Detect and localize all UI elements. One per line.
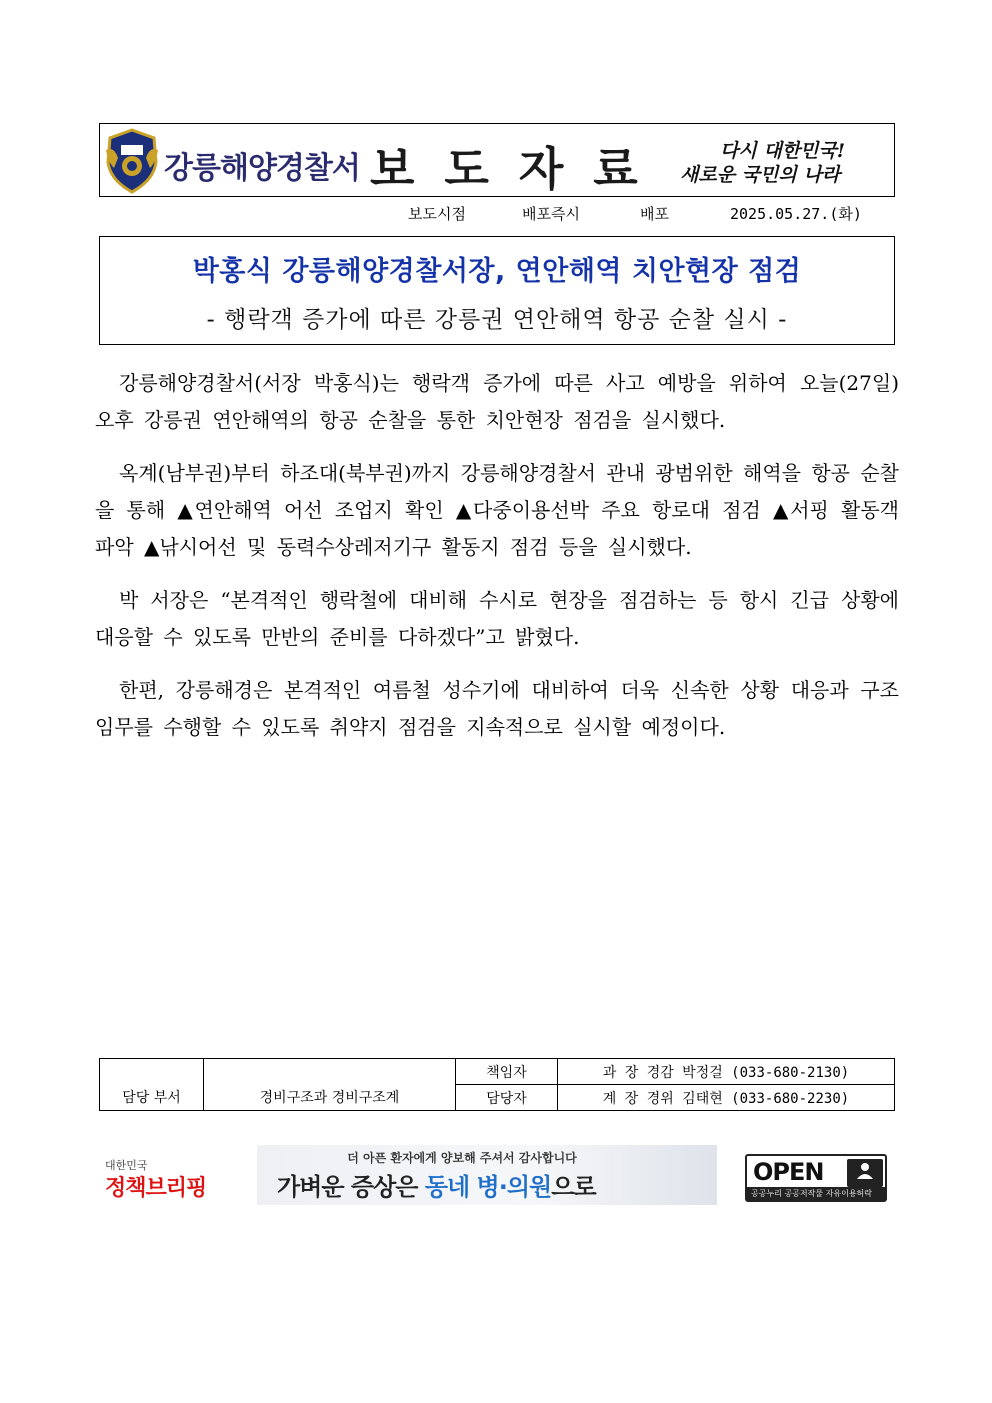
- distribution-label: 배포: [640, 205, 669, 223]
- banner-main-highlight: 동네 병·의원: [424, 1173, 552, 1201]
- contact-person: 계 장 경위 김태현 (033-680-2230): [558, 1085, 895, 1111]
- contact-table: [99, 1058, 895, 1111]
- headline-subtitle: - 행락객 증가에 따른 강릉권 연안해역 항공 순찰 실시 -: [206, 307, 788, 333]
- banner-main-post: 으로: [551, 1173, 596, 1201]
- banner-main-pre: 가벼운 증상은: [277, 1173, 425, 1201]
- contact-role: 담당자: [456, 1085, 558, 1111]
- footer: [99, 1143, 895, 1207]
- kogl-open-badge[interactable]: [745, 1154, 887, 1202]
- open-text: OPEN: [753, 1158, 824, 1186]
- brief-logo-text: 정책브리핑: [105, 1176, 207, 1201]
- campaign-banner[interactable]: [257, 1145, 717, 1205]
- slogan-line-1: 다시 대한민국!: [720, 140, 846, 162]
- banner-top-text: 더 아픈 환자에게 양보해 주셔서 감사합니다: [347, 1151, 577, 1165]
- contact-person: 과 장 경감 박정걸 (033-680-2130): [558, 1059, 895, 1085]
- banner-main-text: [277, 1167, 596, 1202]
- release-label: 보도시점: [408, 205, 466, 223]
- release-date: 2025.05.27.(화): [730, 205, 862, 223]
- attribution-icon: [847, 1159, 883, 1187]
- slogan-line-2: 새로운 국민의 나라: [680, 164, 841, 186]
- body-paragraph: 강릉해양경찰서(서장 박홍식)는 행락객 증가에 따른 사고 예방을 위하여 오늘(27일) 오후 강릉권 연안해역의 항공 순찰을 통한 치안현장 점검을 실시했다.: [95, 371, 899, 432]
- open-subtitle: 공공누리 공공저작물 자유이용허락: [747, 1187, 885, 1200]
- headline-title: 박홍식 강릉해양경찰서장, 연안해역 치안현장 점검: [192, 256, 802, 287]
- article-body: [95, 365, 899, 762]
- press-header: [99, 123, 895, 197]
- dept-label: 담당 부서: [100, 1059, 204, 1111]
- doc-type-title: 보도자료: [370, 142, 668, 196]
- org-name: 강릉해양경찰서: [164, 151, 360, 186]
- dept-name: 경비구조과 경비구조계: [204, 1059, 456, 1111]
- policy-briefing-logo[interactable]: [105, 1157, 225, 1205]
- body-paragraph: 한편, 강릉해경은 본격적인 여름철 성수기에 대비하여 더욱 신속한 상황 대응과 구조임무를 수행할 수 있도록 취약지 점검을 지속적으로 실시할 예정이다.: [95, 678, 899, 739]
- slogan: [680, 134, 890, 188]
- headline-box: [99, 236, 895, 345]
- table-row: [100, 1059, 895, 1085]
- contact-role: 책임자: [456, 1059, 558, 1085]
- brief-logo-small: 대한민국: [105, 1159, 148, 1172]
- coast-guard-emblem-icon: [104, 128, 160, 194]
- release-timing: 배포즉시: [522, 205, 580, 223]
- body-paragraph: 옥계(남부권)부터 하조대(북부권)까지 강릉해양경찰서 관내 광범위한 해역을 항공 순찰을 통해 ▲연안해역 어선 조업지 확인 ▲다중이용선박 주요 항로대 점검 ▲서핑 활동객 파악 ▲낚시어선 및 동력수상레저기구 활동지 점검 등을 실시했다.: [95, 461, 899, 559]
- body-paragraph: 박 서장은 “본격적인 행락철에 대비해 수시로 현장을 점검하는 등 항시 긴급 상황에 대응할 수 있도록 만반의 준비를 다하겠다”고 밝혔다.: [95, 588, 899, 649]
